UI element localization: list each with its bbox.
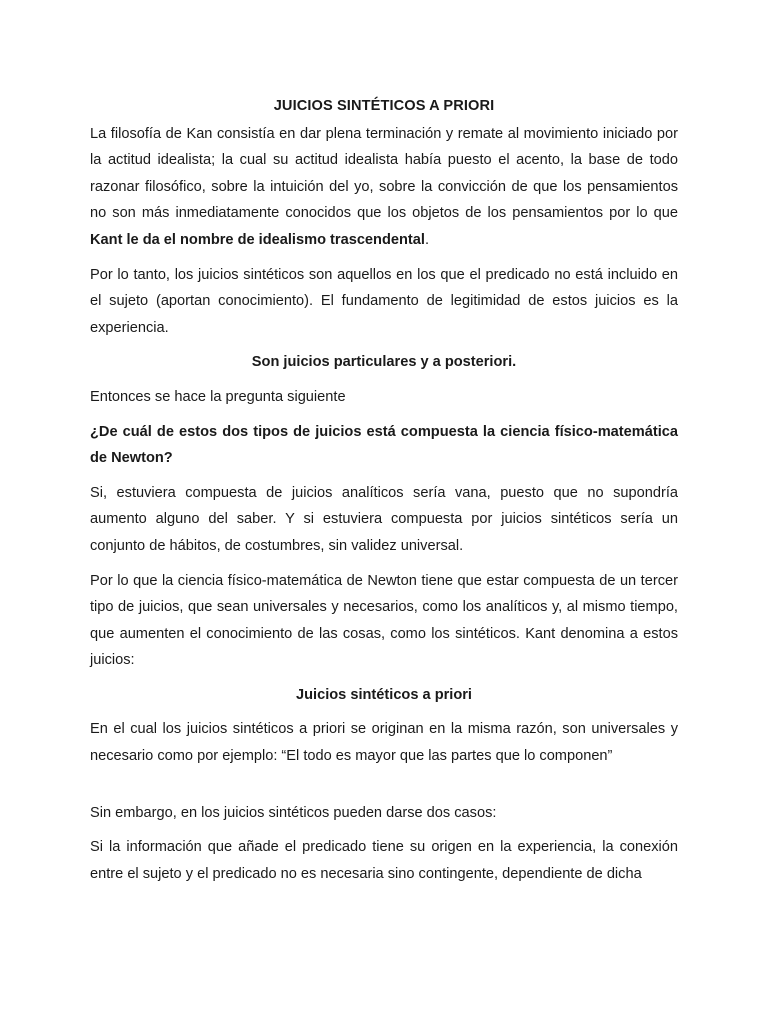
- paragraph-two-cases: Sin embargo, en los juicios sintéticos pueden darse dos casos:: [90, 804, 497, 821]
- paragraph-synthetic-judgments: Por lo tanto, los juicios sintéticos son aquellos en los que el predicado no está incluido en el sujeto (aportan conocimiento). El fundamento de legitimidad de estos juicios es la experiencia.: [90, 266, 678, 336]
- paragraph-kant-philosophy: [90, 121, 678, 254]
- paragraph-text: La filosofía de Kan consistía en dar plena terminación y remate al movimiento iniciado por la actitud idealista; la cual su actitud idealista había puesto el acento, la base de todo razonar filosófico, sobre la intuición del yo, sobre la convicción de que los pensamientos no son más inmediatamente conocidos que los objetos de los pensamientos por lo que: [90, 125, 678, 222]
- paragraph-question-intro: Entonces se hace la pregunta siguiente: [90, 388, 346, 405]
- question-newton: ¿De cuál de estos dos tipos de juicios está compuesta la ciencia físico-matemática de Newton?: [90, 423, 678, 467]
- paragraph-example: En el cual los juicios sintéticos a priori se originan en la misma razón, son universales y necesario como por ejemplo: “El todo es mayor que las partes que lo componen”: [90, 721, 678, 765]
- paragraph-experience-origin: Si la información que añade el predicado tiene su origen en la experiencia, la conexión entre el sujeto y el predicado no es necesaria sino contingente, dependiente de dicha: [90, 839, 678, 882]
- bold-phrase: Kant le da el nombre de idealismo trascendental: [90, 231, 425, 248]
- paragraph-analytic-vs-synthetic: Si, estuviera compuesta de juicios analíticos sería vana, puesto que no supondría aumento alguno del saber. Y si estuviera compuesta por juicios sintéticos sería un conjunto de hábitos, de costumbres, sin validez universal.: [90, 484, 678, 554]
- paragraph-end: .: [424, 231, 430, 248]
- paragraph-third-type: Por lo que la ciencia físico-matemática de Newton tiene que estar compuesta de un tercer tipo de juicios, que sean universales y necesarios, como los analíticos y, al mismo tiempo, que aumenten el conocimiento de las cosas, como los sintéticos. Kant denomina a estos juicios:: [90, 572, 678, 669]
- document-title: JUICIOS SINTÉTICOS A PRIORI: [273, 98, 495, 114]
- heading-synthetic-a-priori: Juicios sintéticos a priori: [296, 686, 472, 703]
- heading-particular-judgments: Son juicios particulares y a posteriori.: [251, 354, 517, 371]
- document-page: [90, 93, 678, 895]
